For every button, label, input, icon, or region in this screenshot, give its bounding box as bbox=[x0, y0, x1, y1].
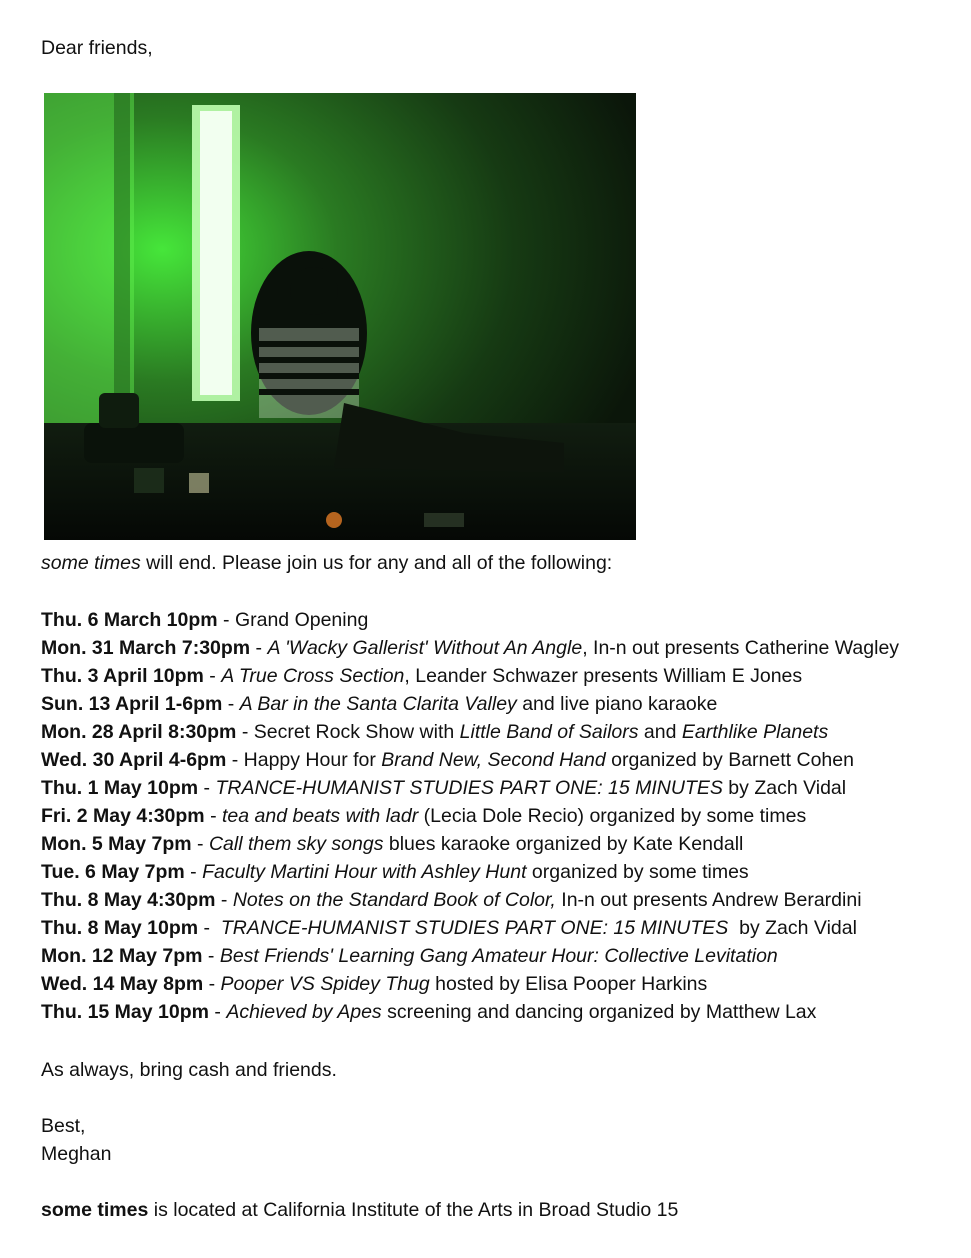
event-text: In-n out presents Andrew Berardini bbox=[555, 889, 862, 911]
event-text: and bbox=[638, 721, 682, 743]
event-text: by Zach Vidal bbox=[728, 917, 857, 939]
footer-emphasis: some times bbox=[41, 1199, 149, 1221]
event-datetime: Wed. 30 April 4-6pm bbox=[41, 749, 227, 771]
event-item bbox=[41, 972, 707, 996]
event-item bbox=[41, 664, 802, 688]
event-text: hosted by Elisa Pooper Harkins bbox=[429, 973, 708, 995]
event-item bbox=[41, 832, 743, 856]
intro-paragraph bbox=[41, 551, 612, 575]
event-item bbox=[41, 636, 899, 660]
event-datetime: Mon. 12 May 7pm bbox=[41, 945, 203, 967]
location-footer bbox=[41, 1198, 678, 1222]
event-title: TRANCE-HUMANIST STUDIES PART ONE: 15 MINUTES bbox=[220, 917, 729, 939]
event-item bbox=[41, 692, 717, 716]
event-item bbox=[41, 748, 854, 772]
event-title: Brand New, Second Hand bbox=[381, 749, 606, 771]
signature: Meghan bbox=[41, 1143, 112, 1165]
event-title: Achieved by Apes bbox=[226, 1001, 382, 1023]
event-title: TRANCE-HUMANIST STUDIES PART ONE: 15 MINUTES bbox=[215, 777, 723, 799]
event-text: (Lecia Dole Recio) organized by some times bbox=[418, 805, 807, 827]
event-photo bbox=[44, 93, 636, 540]
event-text: - bbox=[191, 833, 209, 855]
intro-emphasis: some times bbox=[41, 552, 141, 574]
greeting: Dear friends, bbox=[41, 37, 153, 59]
event-title: A Bar in the Santa Clarita Valley bbox=[239, 693, 517, 715]
event-item bbox=[41, 1000, 816, 1024]
event-text: , In-n out presents Catherine Wagley bbox=[582, 637, 900, 659]
event-text: organized by some times bbox=[526, 861, 749, 883]
event-text: - bbox=[215, 889, 233, 911]
event-datetime: Mon. 28 April 8:30pm bbox=[41, 721, 237, 743]
event-item bbox=[41, 608, 368, 632]
event-title: Notes on the Standard Book of Color, bbox=[232, 889, 556, 911]
event-text: - Happy Hour for bbox=[226, 749, 382, 771]
footer-text: is located at California Institute of the Arts in Broad Studio 15 bbox=[148, 1199, 679, 1221]
closing-line: As always, bring cash and friends. bbox=[41, 1059, 337, 1081]
event-datetime: Sun. 13 April 1-6pm bbox=[41, 693, 223, 715]
event-datetime: Mon. 31 March 7:30pm bbox=[41, 637, 251, 659]
event-datetime: Thu. 3 April 10pm bbox=[41, 665, 204, 687]
event-text: - bbox=[198, 917, 221, 939]
event-text: - Grand Opening bbox=[217, 609, 369, 631]
intro-text: will end. Please join us for any and all of the following: bbox=[140, 552, 613, 574]
event-item bbox=[41, 944, 778, 968]
event-datetime: Thu. 8 May 10pm bbox=[41, 917, 199, 939]
event-title: Little Band of Sailors bbox=[459, 721, 639, 743]
event-datetime: Thu. 6 March 10pm bbox=[41, 609, 218, 631]
event-title: Call them sky songs bbox=[208, 833, 384, 855]
event-datetime: Mon. 5 May 7pm bbox=[41, 833, 192, 855]
event-text: blues karaoke organized by Kate Kendall bbox=[383, 833, 744, 855]
event-datetime: Tue. 6 May 7pm bbox=[41, 861, 185, 883]
event-text: - Secret Rock Show with bbox=[236, 721, 460, 743]
event-text: - bbox=[184, 861, 203, 883]
event-item bbox=[41, 776, 846, 800]
event-item bbox=[41, 888, 862, 912]
event-item bbox=[41, 860, 749, 884]
event-text: - bbox=[198, 777, 216, 799]
event-text: , Leander Schwazer presents William E Jones bbox=[404, 665, 803, 687]
event-text: - bbox=[203, 973, 221, 995]
event-datetime: Thu. 1 May 10pm bbox=[41, 777, 199, 799]
event-title: tea and beats with ladr bbox=[222, 805, 419, 827]
event-datetime: Thu. 8 May 4:30pm bbox=[41, 889, 216, 911]
event-text: - bbox=[202, 945, 220, 967]
event-text: and live piano karaoke bbox=[516, 693, 718, 715]
event-datetime: Thu. 15 May 10pm bbox=[41, 1001, 209, 1023]
event-text: organized by Barnett Cohen bbox=[605, 749, 854, 771]
event-item bbox=[41, 804, 806, 828]
event-title: Faculty Martini Hour with Ashley Hunt bbox=[202, 861, 527, 883]
event-text: - bbox=[250, 637, 268, 659]
event-title: A True Cross Section bbox=[221, 665, 405, 687]
event-text: by Zach Vidal bbox=[722, 777, 847, 799]
event-item bbox=[41, 916, 857, 940]
event-text: - bbox=[222, 693, 240, 715]
event-title: A 'Wacky Gallerist' Without An Angle bbox=[267, 637, 583, 659]
event-item bbox=[41, 720, 828, 744]
event-datetime: Fri. 2 May 4:30pm bbox=[41, 805, 205, 827]
event-title: Best Friends' Learning Gang Amateur Hour: Collective Levitation bbox=[219, 945, 778, 967]
signoff: Best, bbox=[41, 1115, 86, 1137]
event-datetime: Wed. 14 May 8pm bbox=[41, 973, 204, 995]
event-text: - bbox=[208, 1001, 227, 1023]
event-text: - bbox=[203, 665, 222, 687]
event-title: Pooper VS Spidey Thug bbox=[220, 973, 430, 995]
event-text: screening and dancing organized by Matthew Lax bbox=[381, 1001, 817, 1023]
event-title: Earthlike Planets bbox=[681, 721, 829, 743]
event-text: - bbox=[204, 805, 222, 827]
